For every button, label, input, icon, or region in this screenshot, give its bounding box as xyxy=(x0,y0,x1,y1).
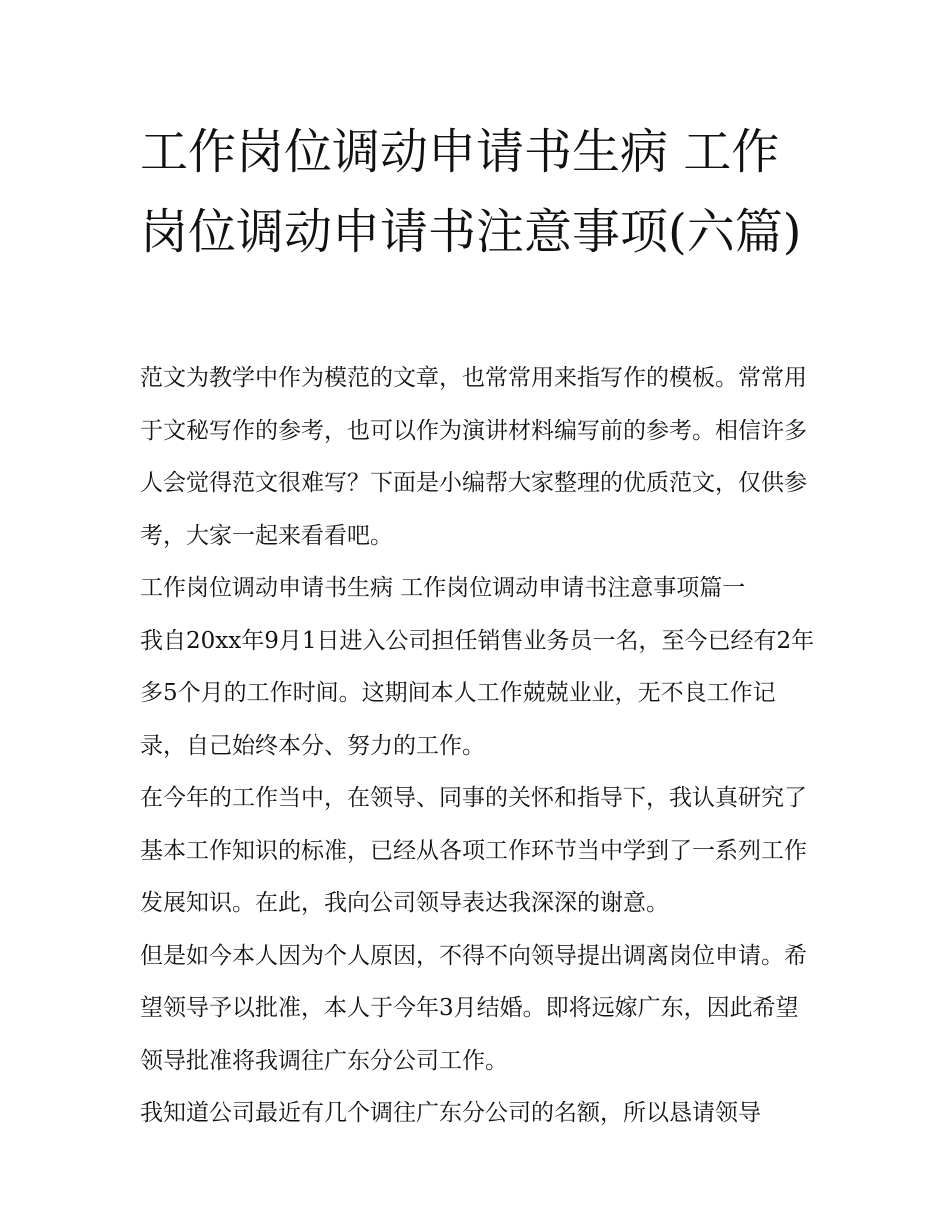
document-body xyxy=(140,352,820,1140)
paragraph-request: 但是如今本人因为个人原因，不得不向领导提出调离岗位申请。希望领导予以批准，本人于今年3月结婚。即将远嫁广东，因此希望领导批准将我调往广东分公司工作。 xyxy=(140,942,807,1074)
paragraph-gratitude: 在今年的工作当中，在领导、同事的关怀和指导下，我认真研究了基本工作知识的标准，已经从各项工作环节当中学到了一系列工作发展知识。在此，我向公司领导表达我深深的谢意。 xyxy=(140,785,807,916)
paragraph-background: 我自20xx年9月1日进入公司担任销售业务员一名，至今已经有2年多5个月的工作时间。这期间本人工作兢兢业业，无不良工作记录，自己始终本分、努力的工作。 xyxy=(140,627,815,759)
paragraph-intro: 范文为教学中作为模范的文章，也常常用来指写作的模板。常常用于文秘写作的参考，也可以作为演讲材料编写前的参考。相信许多人会觉得范文很难写？下面是小编帮大家整理的优质范文，仅供参考，大家一起来看看吧。 xyxy=(140,365,807,549)
paragraph-quota: 我知道公司最近有几个调往广东分公司的名额，所以恳请领导 xyxy=(140,1100,761,1126)
document-title: 工作岗位调动申请书生病 工作岗位调动申请书注意事项(六篇) xyxy=(140,124,802,260)
paragraph-section-heading: 工作岗位调动申请书生病 工作岗位调动申请书注意事项篇一 xyxy=(140,575,746,601)
